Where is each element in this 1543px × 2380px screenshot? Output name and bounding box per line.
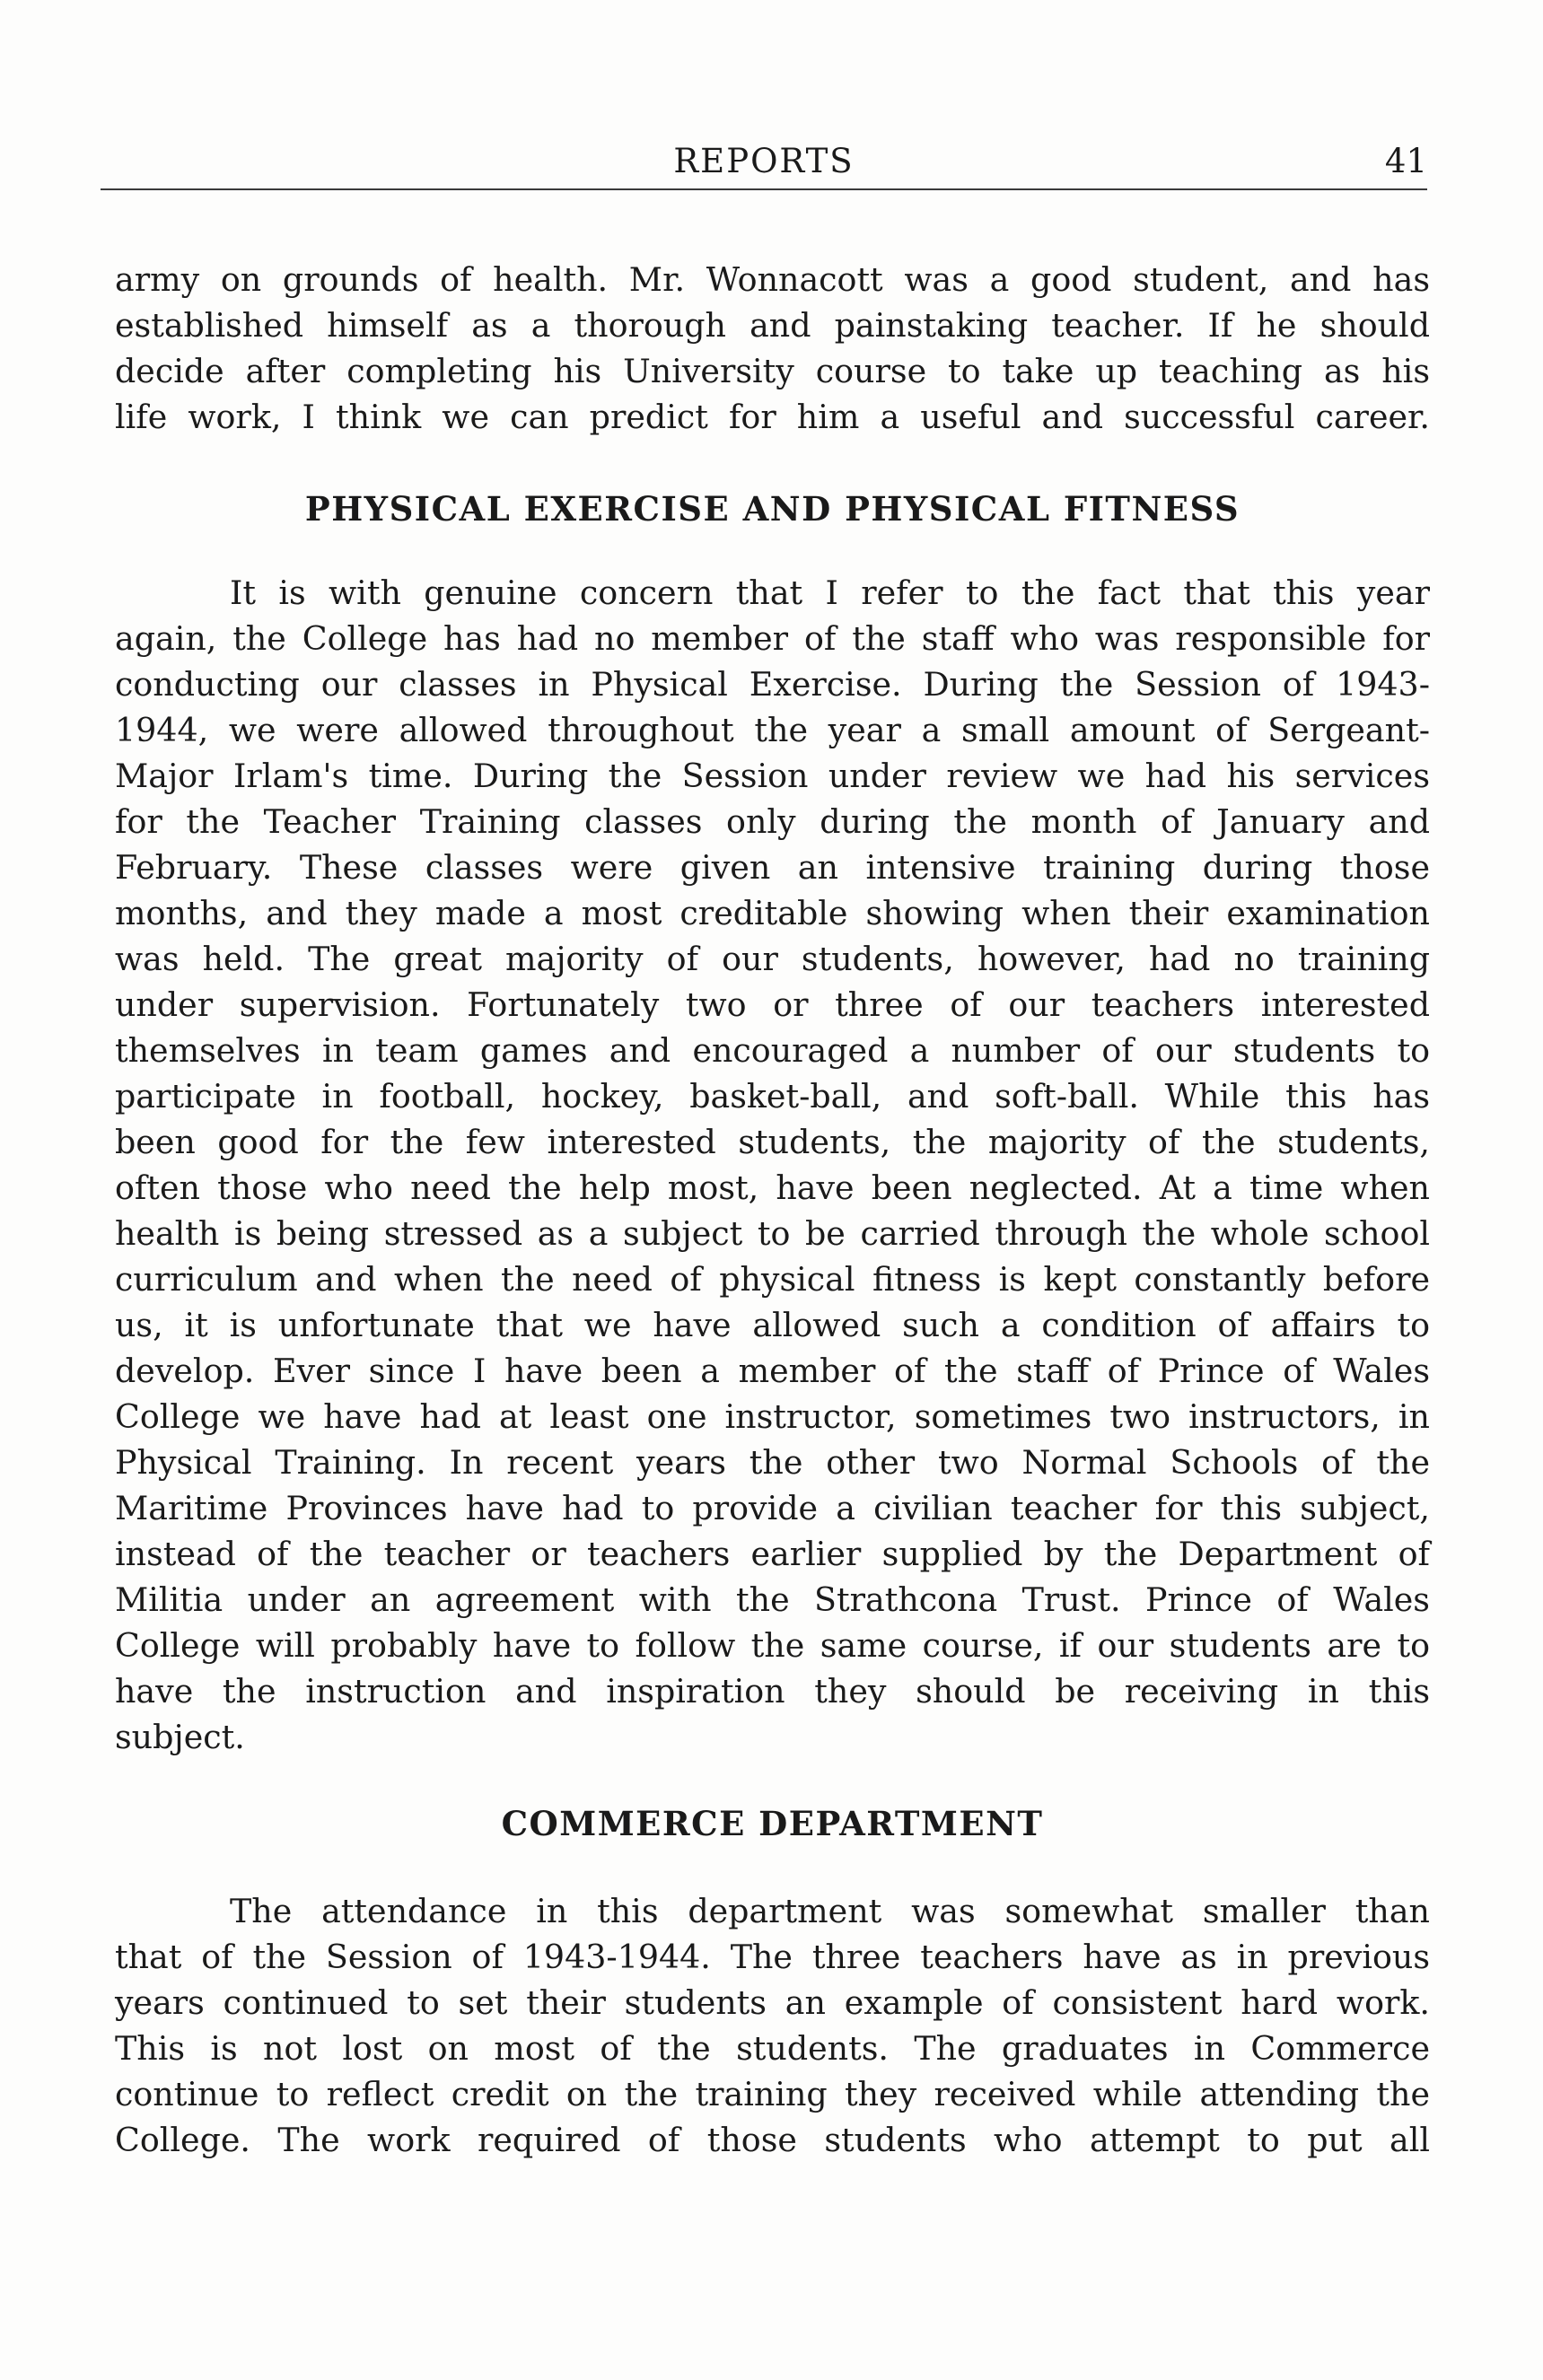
text-line: participate in football, hockey, basket-ball, and soft-ball. While this has [115, 1077, 1430, 1116]
text-line: curriculum and when the need of physical fitness is kept constantly before [115, 1260, 1430, 1299]
text-line: The attendance in this department was somewhat smaller than [230, 1892, 1430, 1930]
text-line: develop. Ever since I have been a member of the staff of Prince of Wales [115, 1352, 1430, 1390]
text-line: Maritime Provinces have had to provide a civilian teacher for this subject, [115, 1489, 1430, 1527]
text-line: months, and they made a most creditable showing when their examination [115, 894, 1430, 932]
text-line: This is not lost on most of the students. The graduates in Commerce [115, 2029, 1430, 2068]
text-line: again, the College has had no member of the staff who was responsible for [115, 619, 1430, 658]
text-line: instead of the teacher or teachers earlier supplied by the Department of [115, 1535, 1430, 1573]
text-line: often those who need the help most, have been neglected. At a time when [115, 1168, 1430, 1207]
text-line: 1944, we were allowed throughout the year a small amount of Sergeant- [115, 711, 1430, 749]
text-line: Militia under an agreement with the Strathcona Trust. Prince of Wales [115, 1580, 1430, 1619]
text-line: was held. The great majority of our students, however, had no training [115, 940, 1430, 978]
text-line: It is with genuine concern that I refer to the fact that this year [230, 573, 1430, 612]
section-heading-physical-exercise: PHYSICAL EXERCISE AND PHYSICAL FITNESS [304, 489, 1241, 529]
running-header [101, 135, 1427, 190]
text-line: conducting our classes in Physical Exercise. During the Session of 1943- [115, 665, 1430, 704]
text-line: College will probably have to follow the same course, if our students are to [115, 1626, 1430, 1665]
text-line: themselves in team games and encouraged a number of our students to [115, 1031, 1430, 1070]
text-line: College we have had at least one instructor, sometimes two instructors, in [115, 1397, 1430, 1436]
text-line: been good for the few interested students, the majority of the students, [115, 1123, 1430, 1161]
text-line: army on grounds of health. Mr. Wonnacott was a good student, and has [115, 260, 1430, 299]
text-line: years continued to set their students an example of consistent hard work. [115, 1983, 1430, 2022]
text-line: College. The work required of those students who attempt to put all [115, 2121, 1430, 2159]
text-line: have the instruction and inspiration they should be receiving in this [115, 1672, 1430, 1711]
commerce-paragraph [115, 1888, 1430, 2163]
page-number: 41 [1384, 142, 1427, 180]
text-line: February. These classes were given an intensive training during those [115, 848, 1430, 887]
text-line: subject. [115, 1718, 245, 1756]
text-line: established himself as a thorough and painstaking teacher. If he should [115, 306, 1430, 345]
text-line: for the Teacher Training classes only during the month of January and [115, 802, 1430, 841]
section-heading-commerce: COMMERCE DEPARTMENT [501, 1804, 1044, 1843]
running-header-title: REPORTS [673, 142, 855, 180]
text-line: health is being stressed as a subject to be carried through the whole school [115, 1214, 1430, 1253]
text-line: continue to reflect credit on the training they received while attending the [115, 2075, 1430, 2113]
body-text [115, 257, 1430, 2163]
text-line: Physical Training. In recent years the other two Normal Schools of the [115, 1443, 1430, 1482]
text-line: life work, I think we can predict for him a useful and successful career. [115, 398, 1430, 436]
intro-paragraph [115, 257, 1430, 440]
text-line: under supervision. Fortunately two or three of our teachers interested [115, 985, 1430, 1024]
text-line: us, it is unfortunate that we have allowed such a condition of affairs to [115, 1306, 1430, 1344]
physical-exercise-paragraph [115, 570, 1430, 1760]
text-line: that of the Session of 1943-1944. The three teachers have as in previous [115, 1938, 1430, 1976]
text-line: Major Irlam's time. During the Session under review we had his services [115, 757, 1430, 795]
text-line: decide after completing his University course to take up teaching as his [115, 352, 1430, 390]
